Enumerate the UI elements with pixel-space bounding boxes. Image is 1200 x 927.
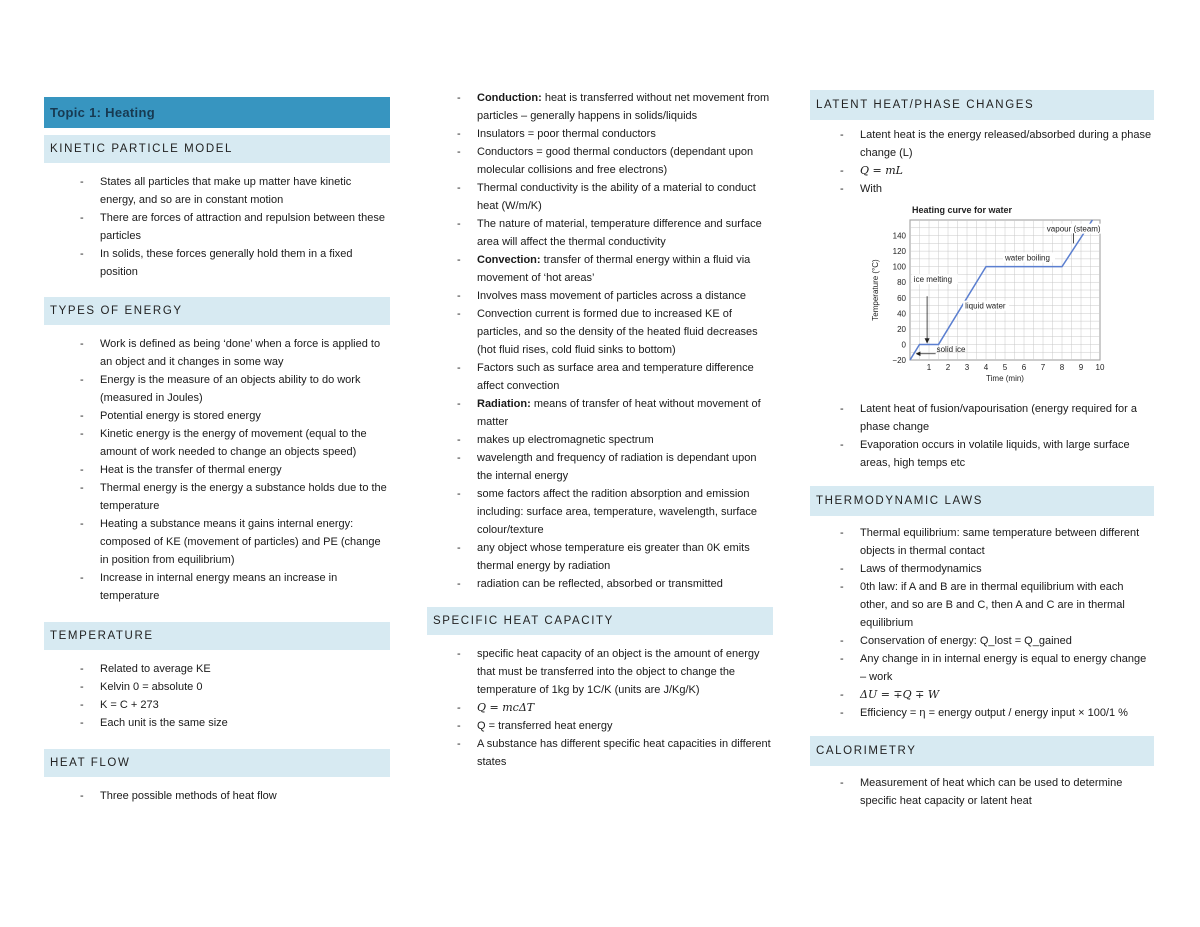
list-item: - radiation can be reflected, absorbed or transmitted	[449, 575, 773, 593]
list-item: - wavelength and frequency of radiation is dependant upon the internal energy	[449, 449, 773, 485]
list-item: - Thermal equilibrium: same temperature between different objects in thermal contact	[832, 524, 1154, 560]
x-tick-label: 1	[926, 363, 932, 372]
list-item: - Radiation: means of transfer of heat without movement of matter	[449, 395, 773, 431]
list-item: - Conduction: heat is transferred without net movement from particles – generally happens in solids/liquids	[449, 89, 773, 125]
y-tick-label: 0	[901, 340, 906, 350]
list-item: - Kelvin 0 = absolute 0	[44, 678, 390, 696]
section-list	[44, 173, 390, 281]
section-heading: TYPES OF ENERGY	[44, 297, 390, 325]
y-tick-label: 100	[892, 262, 906, 272]
list-item: - With	[832, 180, 1154, 198]
column-2	[427, 89, 773, 771]
list-item: - Latent heat is the energy released/absorbed during a phase change (L)	[832, 126, 1154, 162]
section-heading-thermodynamic: THERMODYNAMIC LAWS	[810, 486, 1154, 516]
list-item: - any object whose temperature eis greater than 0K emits thermal energy by radiation	[449, 539, 773, 575]
list-item: - States all particles that make up matter have kinetic energy, and so are in constant motion	[44, 173, 390, 209]
list-item: - Conductors = good thermal conductors (dependant upon molecular collisions and free electrons)	[449, 143, 773, 179]
list-item: - Three possible methods of heat flow	[44, 787, 390, 805]
list-item: - some factors affect the radition absorption and emission including: surface area, temperature, wavelength, surface colour/texture	[449, 485, 773, 539]
section-list	[44, 660, 390, 732]
y-axis-label: Temperature (°C)	[871, 259, 880, 321]
list-item: - K = C + 273	[44, 696, 390, 714]
list-item: - Heating a substance means it gains internal energy: composed of KE (movement of particles) and PE (change in position from equilibrium)	[44, 515, 390, 569]
list-item: - In solids, these forces generally hold them in a fixed position	[44, 245, 390, 281]
list-item: - ΔU = ∓Q ∓ W	[832, 686, 1154, 704]
heat-flow-list	[449, 89, 773, 593]
keyword: Convection:	[477, 254, 541, 266]
y-tick-label: 60	[897, 293, 906, 303]
latent-heat-list	[832, 126, 1154, 198]
list-item: - Convection current is formed due to increased KE of particles, and so the density of the heated fluid decreases (hot fluid rises, cold fluid sinks to bottom)	[449, 305, 773, 359]
list-item: - Latent heat of fusion/vapourisation (energy required for a phase change	[832, 400, 1154, 436]
section-list	[44, 787, 390, 805]
column-1	[44, 97, 390, 822]
list-item: - A substance has different specific heat capacities in different states	[449, 735, 773, 771]
heating-curve-chart	[866, 198, 1120, 386]
page-title: Topic 1: Heating	[44, 97, 390, 128]
heating-curve-svg	[866, 198, 1120, 386]
section-heading-specific-heat: SPECIFIC HEAT CAPACITY	[427, 607, 773, 635]
specific-heat-list	[449, 645, 773, 771]
list-item: - Efficiency = η = energy output / energy input × 100/1 %	[832, 704, 1154, 722]
y-tick-label: 80	[897, 278, 906, 288]
chart-annotation: vapour (steam)	[1046, 224, 1101, 234]
x-tick-label: 8	[1059, 363, 1065, 372]
y-tick-label: 140	[892, 231, 906, 241]
thermodynamic-list	[832, 524, 1154, 722]
keyword: Radiation:	[477, 398, 531, 410]
list-item: - Convection: transfer of thermal energy within a fluid via movement of ‘hot areas’	[449, 251, 773, 287]
y-tick-label: 120	[892, 247, 906, 257]
list-item: - The nature of material, temperature difference and surface area will affect the thermal conductivity	[449, 215, 773, 251]
list-item: - Energy is the measure of an objects ability to do work (measured in Joules)	[44, 371, 390, 407]
list-item: - Thermal energy is the energy a substance holds due to the temperature	[44, 479, 390, 515]
list-item: - Q = transferred heat energy	[449, 717, 773, 735]
section-heading-calorimetry: CALORIMETRY	[810, 736, 1154, 766]
x-tick-label: 9	[1078, 363, 1084, 372]
y-tick-label: 40	[897, 309, 906, 319]
list-item: - specific heat capacity of an object is the amount of energy that must be transferred into the object to change the temperature of 1kg by 1C/K (units are J/Kg/K)	[449, 645, 773, 699]
list-item: - Increase in internal energy means an increase in temperature	[44, 569, 390, 605]
list-item: - Thermal conductivity is the ability of a material to conduct heat (W/m/K)	[449, 179, 773, 215]
chart-annotation: water boiling	[1005, 253, 1050, 263]
list-item: - There are forces of attraction and repulsion between these particles	[44, 209, 390, 245]
chart-title: Heating curve for water	[912, 205, 1013, 215]
col1-sections	[44, 135, 390, 822]
section-heading-latent-heat: LATENT HEAT/PHASE CHANGES	[810, 90, 1154, 120]
section-heading: TEMPERATURE	[44, 622, 390, 650]
list-item: - Heat is the transfer of thermal energy	[44, 461, 390, 479]
section-heading: KINETIC PARTICLE MODEL	[44, 135, 390, 163]
list-item: - Potential energy is stored energy	[44, 407, 390, 425]
chart-annotation: solid ice	[936, 345, 966, 355]
keyword: Conduction:	[477, 92, 542, 104]
list-item: - makes up electromagnetic spectrum	[449, 431, 773, 449]
list-item: - 0th law: if A and B are in thermal equilibrium with each other, and so are B and C, then A and C are in thermal equilibrium	[832, 578, 1154, 632]
x-tick-label: 7	[1040, 363, 1046, 372]
chart-annotation: ice melting	[913, 275, 953, 285]
latent-heat-list-2	[832, 400, 1154, 472]
chart-annotation: liquid water	[965, 301, 1006, 311]
section-heading: HEAT FLOW	[44, 749, 390, 777]
x-tick-label: 5	[1002, 363, 1008, 372]
list-item: - Laws of thermodynamics	[832, 560, 1154, 578]
list-item: - Any change in in internal energy is equal to energy change – work	[832, 650, 1154, 686]
x-tick-label: 4	[983, 363, 989, 372]
list-item: - Measurement of heat which can be used to determine specific heat capacity or latent heat	[832, 774, 1154, 810]
x-tick-label: 6	[1021, 363, 1027, 372]
list-item: - Insulators = poor thermal conductors	[449, 125, 773, 143]
list-item: - Q = mcΔT	[449, 699, 773, 717]
list-item: - Conservation of energy: Q_lost = Q_gained	[832, 632, 1154, 650]
list-item: - Evaporation occurs in volatile liquids, with large surface areas, high temps etc	[832, 436, 1154, 472]
x-tick-label: 2	[945, 363, 951, 372]
list-item: - Factors such as surface area and temperature difference affect convection	[449, 359, 773, 395]
y-tick-label: 20	[897, 324, 906, 334]
list-item: - Related to average KE	[44, 660, 390, 678]
section-list	[44, 335, 390, 605]
list-item: - Work is defined as being ‘done’ when a force is applied to an object and it changes in some way	[44, 335, 390, 371]
y-tick-label: −20	[892, 356, 906, 365]
x-tick-label: 3	[964, 363, 970, 372]
list-item: - Kinetic energy is the energy of movement (equal to the amount of work needed to change an objects speed)	[44, 425, 390, 461]
calorimetry-list	[832, 774, 1154, 810]
list-item: - Each unit is the same size	[44, 714, 390, 732]
x-axis-label: Time (min)	[986, 374, 1024, 383]
list-item: - Involves mass movement of particles across a distance	[449, 287, 773, 305]
x-tick-label: 10	[1095, 363, 1105, 372]
list-item: - Q = mL	[832, 162, 1154, 180]
